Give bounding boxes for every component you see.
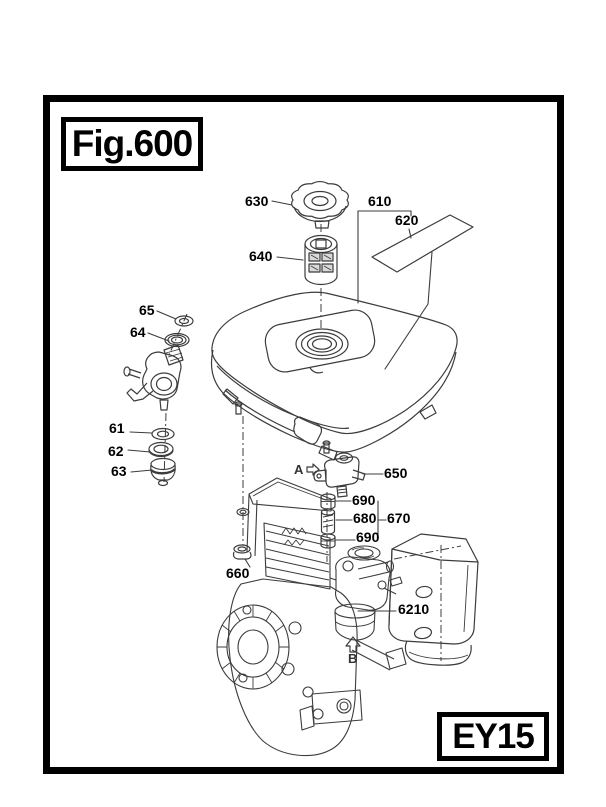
fuel-valve-650-drawing xyxy=(314,453,365,497)
view-direction-arrow-a xyxy=(307,464,319,475)
callout-670: 670 xyxy=(387,510,411,526)
callout-63: 63 xyxy=(111,463,127,479)
joint-stack-drawing xyxy=(321,494,335,548)
callout-610: 610 xyxy=(368,193,392,209)
decal-drawing xyxy=(372,212,473,272)
callout-620: 620 xyxy=(395,212,419,228)
callout-61: 61 xyxy=(109,420,125,436)
callout-660: 660 xyxy=(226,565,250,581)
cup-63 xyxy=(151,459,175,486)
air-cleaner-drawing xyxy=(389,534,478,665)
ring-62 xyxy=(149,443,173,456)
callout-690-upper: 690 xyxy=(352,492,376,508)
callout-650: 650 xyxy=(384,465,408,481)
callout-680: 680 xyxy=(353,510,377,526)
callout-65: 65 xyxy=(139,302,155,318)
model-code: EY15 xyxy=(452,716,534,756)
washer-61 xyxy=(152,429,174,440)
view-marker-a: A xyxy=(294,462,304,477)
grommet-660-drawing xyxy=(234,545,252,559)
fuel-tank-drawing xyxy=(211,292,457,460)
callout-62: 62 xyxy=(108,443,124,459)
callout-64: 64 xyxy=(130,324,146,340)
callout-630: 630 xyxy=(245,193,269,209)
fuel-cap-drawing xyxy=(292,182,349,228)
figure-title: Fig.600 xyxy=(71,123,193,164)
filter-680 xyxy=(322,509,335,534)
fuel-valve-left-drawing xyxy=(124,316,193,486)
view-marker-b: B xyxy=(348,651,358,666)
callout-640: 640 xyxy=(249,248,273,264)
callout-6210: 6210 xyxy=(398,601,430,617)
fuel-strainer-drawing xyxy=(305,236,337,285)
callout-690-lower: 690 xyxy=(356,529,380,545)
leader-lines xyxy=(128,201,432,611)
